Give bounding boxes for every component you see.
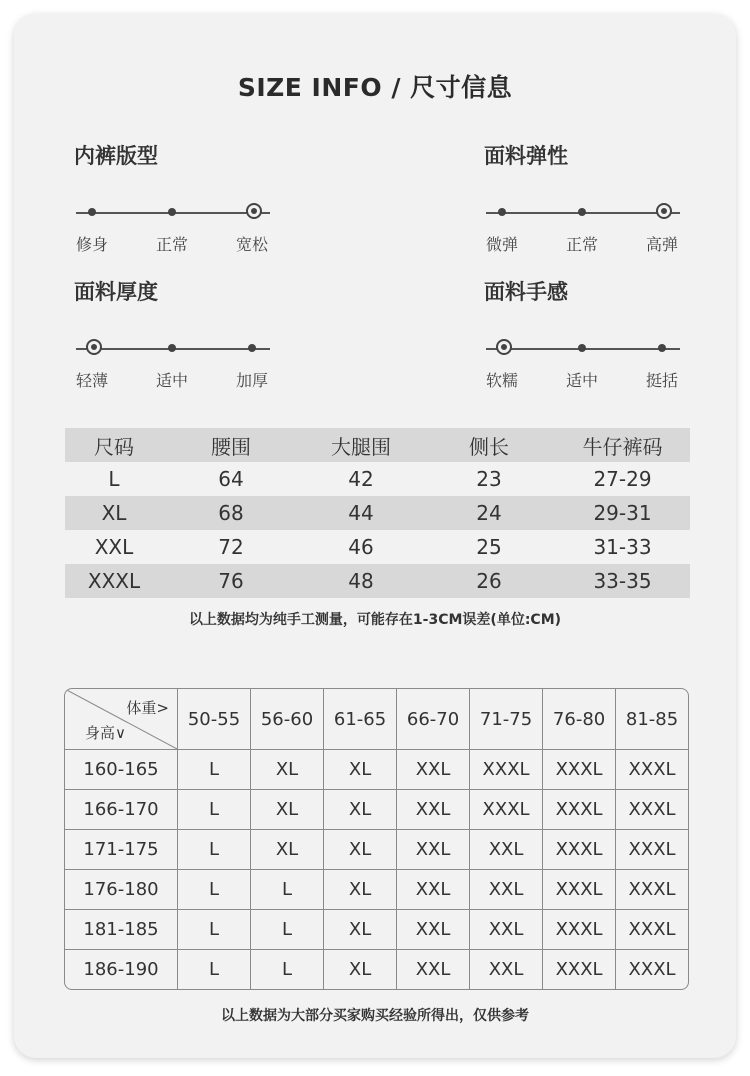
attr-name: 内裤版型	[74, 144, 158, 168]
size-cell: L	[178, 950, 251, 989]
column-header: 大腿围	[299, 428, 423, 462]
size-cell: XL	[324, 870, 397, 910]
scale-dot-selected	[656, 203, 672, 219]
attr-elasticity	[484, 140, 684, 254]
weight-header: 61-65	[324, 689, 397, 750]
size-cell: XXL	[397, 790, 470, 830]
size-cell: L	[178, 750, 251, 790]
weight-header: 56-60	[251, 689, 324, 750]
table-cell: 46	[348, 535, 374, 559]
corner-diagonal	[65, 689, 177, 749]
height-cell: 176-180	[65, 870, 178, 910]
size-cell: XXL	[470, 950, 543, 989]
size-cell: XXXL	[543, 790, 616, 830]
size-cell: XXXL	[543, 950, 616, 989]
size-cell: XL	[324, 830, 397, 870]
column-header: 牛仔裤码	[555, 428, 690, 462]
size-cell: XXXL	[616, 750, 688, 790]
size-cell: XXXL	[470, 790, 543, 830]
table-cell: 33-35	[555, 564, 690, 598]
size-cell: XXXL	[543, 870, 616, 910]
table-row	[65, 530, 690, 564]
page-title: SIZE INFO / 尺寸信息	[237, 73, 513, 102]
recommendation-grid	[65, 689, 688, 989]
attr-name: 面料厚度	[74, 280, 158, 304]
hand-feel-scale	[484, 306, 684, 390]
scale-label: 轻薄	[75, 371, 109, 390]
height-cell: 160-165	[65, 750, 178, 790]
scale-dot	[658, 344, 666, 352]
size-cell: XXXL	[616, 790, 688, 830]
scale-label: 微弹	[485, 235, 519, 254]
attr-name: 面料弹性	[484, 144, 568, 168]
size-cell: XXXL	[543, 750, 616, 790]
size-cell: XXXL	[616, 830, 688, 870]
scale-label: 软糯	[485, 371, 519, 390]
scale-label: 正常	[155, 235, 189, 254]
scale-dot-selected	[86, 339, 102, 355]
corner-cell	[65, 689, 178, 750]
table-row	[65, 462, 690, 496]
height-cell: 181-185	[65, 910, 178, 950]
scale-label: 修身	[75, 235, 109, 254]
scale-label: 高弹	[645, 235, 679, 254]
attr-hand-feel	[484, 276, 684, 390]
weight-header: 76-80	[543, 689, 616, 750]
size-cell: XL	[324, 750, 397, 790]
size-cell: XXL	[470, 830, 543, 870]
size-cell: XXXL	[543, 910, 616, 950]
table-cell: 44	[299, 496, 423, 530]
height-cell: 171-175	[65, 830, 178, 870]
table-cell: 72	[218, 535, 244, 559]
size-cell: L	[251, 910, 324, 950]
table-row	[65, 750, 688, 790]
table-cell: XXL	[94, 535, 134, 559]
table-cell: L	[108, 467, 120, 491]
size-cell: L	[178, 790, 251, 830]
size-cell: XXL	[397, 950, 470, 989]
attr-thickness	[74, 276, 274, 390]
table-cell: 48	[299, 564, 423, 598]
size-cell: XXXL	[616, 870, 688, 910]
scale-dot	[578, 344, 586, 352]
weight-header: 66-70	[397, 689, 470, 750]
table-row	[65, 950, 688, 989]
size-cell: XL	[324, 910, 397, 950]
scale-dot	[168, 208, 176, 216]
weight-header: 81-85	[616, 689, 688, 750]
table-cell: 24	[423, 496, 555, 530]
attr-name: 面料手感	[484, 280, 568, 304]
weight-header: 50-55	[178, 689, 251, 750]
scale-dot	[168, 344, 176, 352]
size-cell: XXL	[397, 750, 470, 790]
table-cell: 31-33	[593, 535, 652, 559]
size-cell: L	[178, 870, 251, 910]
scale-label: 加厚	[235, 371, 269, 390]
scale-dot-selected	[496, 339, 512, 355]
table-cell: XL	[65, 496, 163, 530]
size-cell: XXL	[397, 830, 470, 870]
scale-dot	[578, 208, 586, 216]
size-cell: XXL	[397, 910, 470, 950]
size-cell: L	[251, 950, 324, 989]
table-row	[65, 830, 688, 870]
size-cell: XL	[324, 790, 397, 830]
size-measurement-table	[65, 428, 690, 598]
table-cell: 42	[348, 467, 374, 491]
size-cell: L	[178, 830, 251, 870]
size-cell: XL	[251, 830, 324, 870]
column-header: 侧长	[423, 428, 555, 462]
height-cell: 166-170	[65, 790, 178, 830]
size-cell: XL	[251, 790, 324, 830]
table-cell: 27-29	[593, 467, 652, 491]
size-cell: XL	[324, 950, 397, 989]
size-cell: XXL	[470, 910, 543, 950]
table-cell: XXXL	[65, 564, 163, 598]
table-cell: 29-31	[555, 496, 690, 530]
scale-dot-selected	[246, 203, 262, 219]
table-cell: 23	[476, 467, 502, 491]
scale-label: 适中	[155, 371, 189, 390]
table-cell: 25	[476, 535, 502, 559]
table-header-row	[65, 689, 688, 750]
table-cell: 64	[218, 467, 244, 491]
weight-header: 71-75	[470, 689, 543, 750]
measurement-note: 以上数据均为纯手工测量，可能存在1-3CM误差(单位:CM)	[188, 612, 562, 628]
corner-weight-label: 体重>	[126, 699, 169, 717]
table-row	[65, 910, 688, 950]
scale-label: 宽松	[235, 235, 269, 254]
table-row	[65, 496, 690, 530]
table-header-row	[65, 428, 690, 462]
size-cell: XXXL	[616, 950, 688, 989]
size-cell: XXXL	[616, 910, 688, 950]
size-cell: XXL	[397, 870, 470, 910]
scale-label: 适中	[565, 371, 599, 390]
table-row	[65, 790, 688, 830]
column-header: 腰围	[163, 428, 299, 462]
table-cell: 26	[423, 564, 555, 598]
recommendation-note: 以上数据为大部分买家购买经验所得出，仅供参考	[221, 1008, 529, 1024]
size-cell: L	[178, 910, 251, 950]
size-cell: XL	[251, 750, 324, 790]
table-cell: 76	[163, 564, 299, 598]
scale-dot	[88, 208, 96, 216]
thickness-scale	[74, 306, 274, 390]
height-cell: 186-190	[65, 950, 178, 989]
size-cell: L	[251, 870, 324, 910]
elasticity-scale	[484, 170, 684, 254]
scale-label: 正常	[565, 235, 599, 254]
scale-dot	[498, 208, 506, 216]
table-cell: 68	[163, 496, 299, 530]
fit-scale	[74, 170, 274, 254]
size-cell: XXXL	[470, 750, 543, 790]
size-cell: XXL	[470, 870, 543, 910]
table-row	[65, 564, 690, 598]
table-row	[65, 870, 688, 910]
scale-dot	[248, 344, 256, 352]
size-recommendation-table	[64, 688, 689, 990]
scale-label: 挺括	[645, 371, 679, 390]
column-header: 尺码	[65, 428, 163, 462]
size-cell: XXXL	[543, 830, 616, 870]
attr-fit	[74, 140, 274, 254]
corner-height-label: 身高∨	[85, 724, 126, 742]
